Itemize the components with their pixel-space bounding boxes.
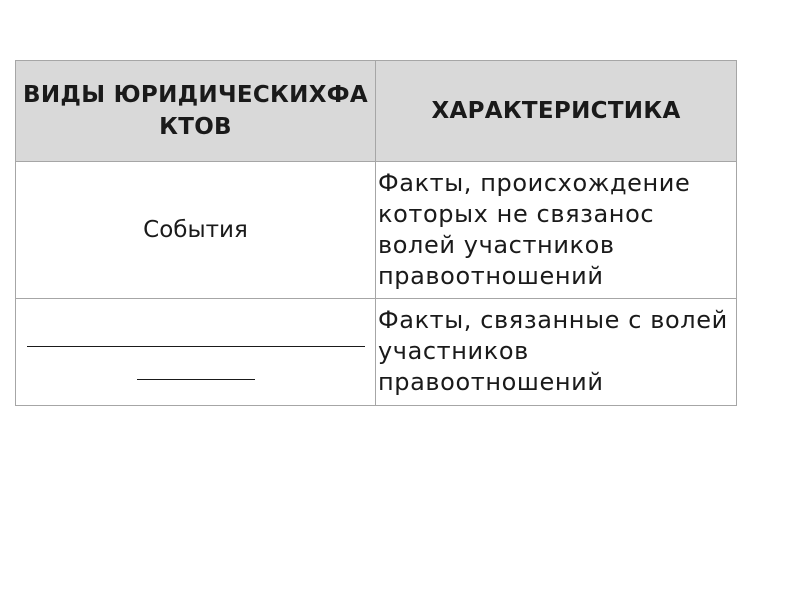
fill-in-blank-line — [27, 324, 365, 347]
fill-in-blank-line — [137, 360, 255, 380]
header-types-of-legal-facts: ВИДЫ ЮРИДИЧЕСКИХФАКТОВ — [16, 61, 376, 162]
cell-fact-characteristic: Факты, происхождение которых не связанос волей участников правоотношений — [376, 162, 737, 299]
cell-fact-type: События — [16, 162, 376, 299]
header-characteristic: ХАРАКТЕРИСТИКА — [376, 61, 737, 162]
table-row — [16, 299, 737, 406]
table-header-row — [16, 61, 737, 162]
cell-fact-characteristic: Факты, связанные с волей участников правоотношений — [376, 299, 737, 406]
cell-fact-type-blank — [16, 299, 376, 406]
table-row — [16, 162, 737, 299]
legal-facts-table — [15, 60, 737, 406]
